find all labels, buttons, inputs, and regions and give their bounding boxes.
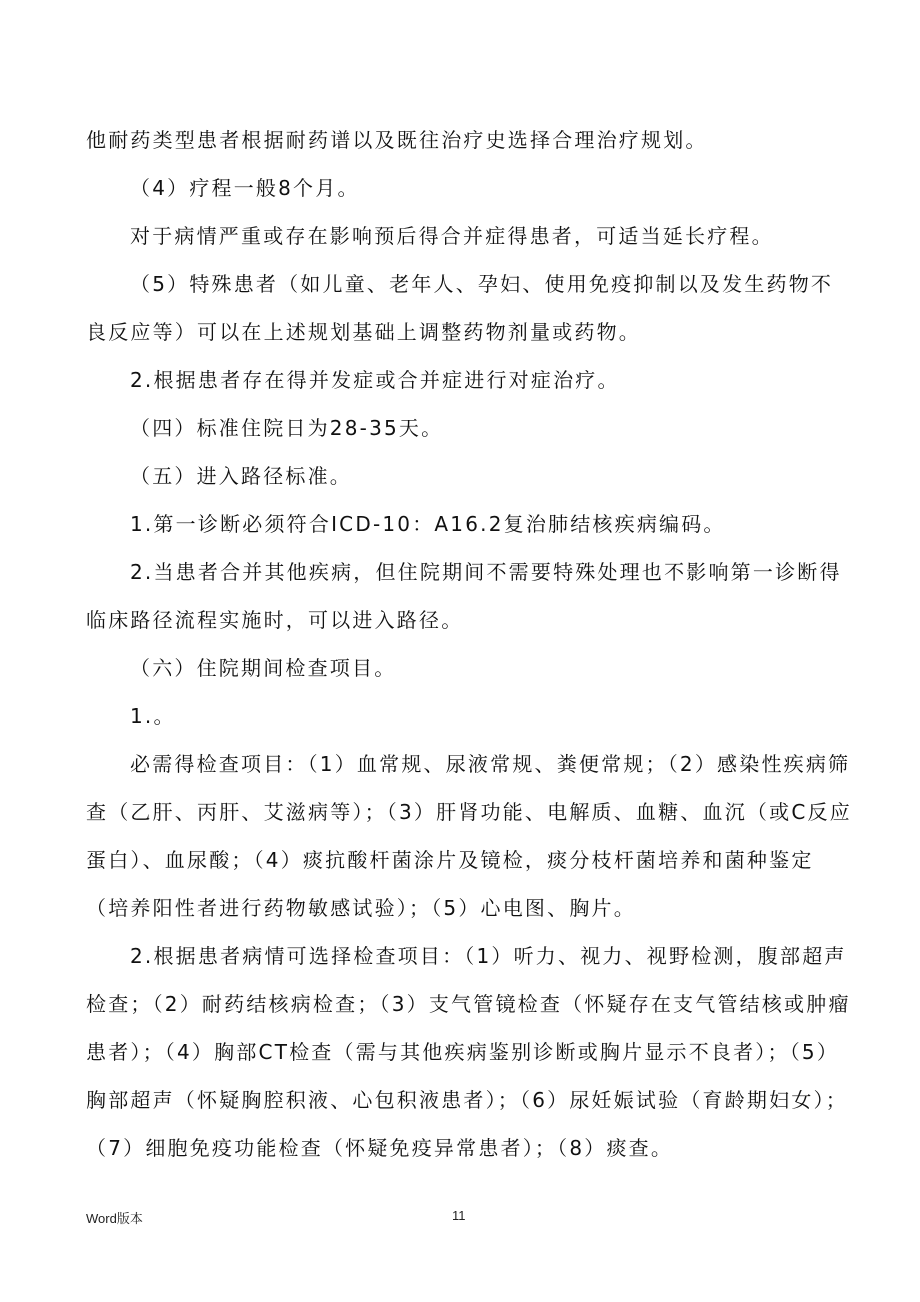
paragraph: 2.根据患者病情可选择检查项目：（1）听力、视力、视野检测，腹部超声检查；（2）耐药结核病检查；（3）支气管镜检查（怀疑存在支气管结核或肿瘤患者）；（4）胸部CT检查（需与其他疾病鉴别诊断或胸片显示不良者）；（5）胸部超声（怀疑胸腔积液、心包积液患者）；（6）尿妊娠试验（育龄期妇女）；（7）细胞免疫功能检查（怀疑免疫异常患者）；（8）痰查。 [86, 944, 851, 1160]
paragraph: 2.当患者合并其他疾病，但住院期间不需要特殊处理也不影响第一诊断得临床路径流程实施时，可以进入路径。 [86, 560, 842, 632]
paragraph: 1.第一诊断必须符合ICD-10：A16.2复治肺结核疾病编码。 [130, 512, 726, 536]
paragraph: 1.。 [130, 704, 176, 728]
paragraph: 2.根据患者存在得并发症或合并症进行对症治疗。 [130, 368, 620, 392]
paragraph: （5）特殊患者（如儿童、老年人、孕妇、使用免疫抑制以及发生药物不良反应等）可以在上述规划基础上调整药物剂量或药物。 [86, 272, 834, 344]
footer-label: Word版本 [86, 1211, 143, 1226]
paragraph: （4）疗程一般8个月。 [130, 176, 360, 200]
paragraph: 他耐药类型患者根据耐药谱以及既往治疗史选择合理治疗规划。 [86, 128, 708, 152]
paragraph: 对于病情严重或存在影响预后得合并症得患者，可适当延长疗程。 [130, 224, 774, 248]
paragraph: （六）住院期间检查项目。 [130, 656, 397, 680]
page-number: 11 [452, 1208, 466, 1223]
paragraph: （五）进入路径标准。 [130, 464, 352, 488]
document-body [86, 116, 852, 1172]
paragraph: 必需得检查项目：（1）血常规、尿液常规、粪便常规；（2）感染性疾病筛查（乙肝、丙肝、艾滋病等）；（3）肝肾功能、电解质、血糖、血沉（或C反应蛋白）、血尿酸；（4）痰抗酸杆菌涂片及镜检，痰分枝杆菌培养和菌种鉴定（培养阳性者进行药物敏感试验）；（5）心电图、胸片。 [86, 752, 852, 920]
paragraph: （四）标准住院日为28-35天。 [130, 416, 444, 440]
